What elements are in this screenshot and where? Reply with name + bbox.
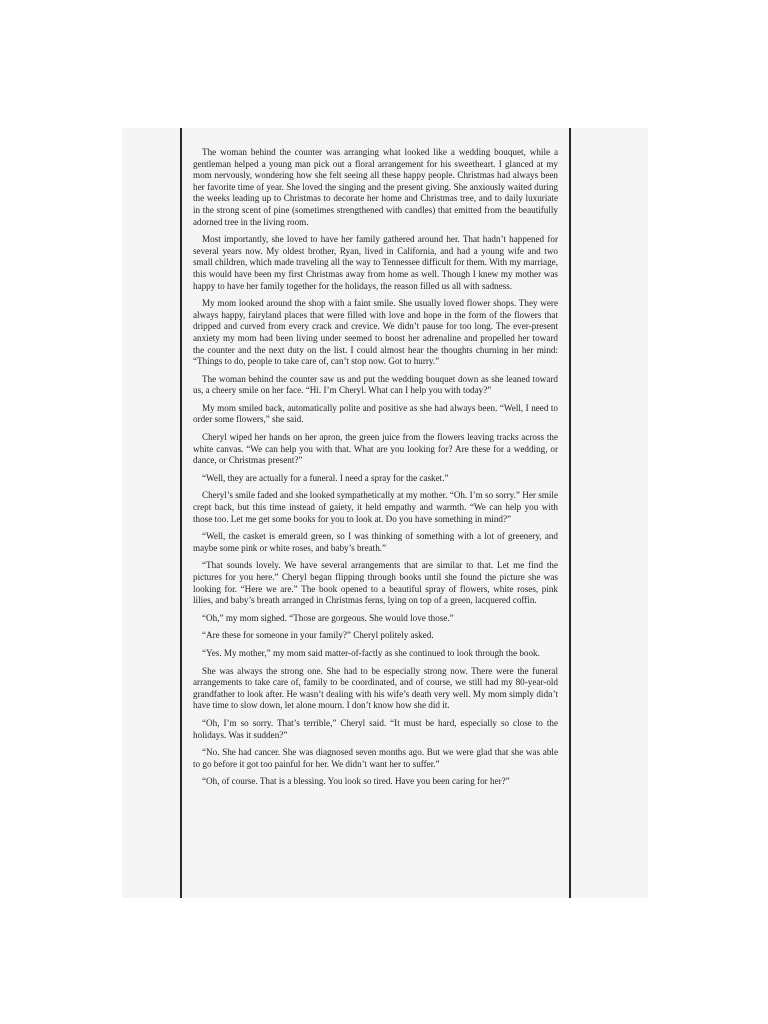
paragraph: She was always the strong one. She had to be especially strong now. There were the funeral arrangements to take care of, family to be coordinated, and of course, we still had my 80-year-old grandfather to look after. He wasn’t dealing with his wife’s death very well. My mom simply didn’t have time to slow down, let alone mourn. I don’t know how she did it. bbox=[193, 665, 558, 711]
paragraph: “Well, they are actually for a funeral. I need a spray for the casket.” bbox=[202, 472, 449, 483]
paragraph: “Oh, of course. That is a blessing. You look so tired. Have you been caring for her?” bbox=[202, 776, 510, 787]
paragraph: My mom smiled back, automatically polite and positive as she had always been. “Well, I need to order some flowers,” she said. bbox=[193, 402, 558, 425]
paragraph: “Yes. My mother,” my mom said matter-of-factly as she continued to look through the book. bbox=[202, 647, 540, 658]
paragraph: The woman behind the counter saw us and put the wedding bouquet down as she leaned toward us, a cheery smile on her face. “Hi. I’m Cheryl. What can I help you with today?” bbox=[193, 373, 558, 396]
paragraph: “Oh,” my mom sighed. “Those are gorgeous. She would love those.” bbox=[202, 612, 454, 623]
paragraph: “Oh, I’m so sorry. That’s terrible,” Cheryl said. “It must be hard, especially so close to the holidays. Was it sudden?” bbox=[193, 717, 558, 740]
paragraph: Cheryl wiped her hands on her apron, the green juice from the flowers leaving tracks across the white canvas. “We can help you with that. What are you looking for? Are these for a wedding, or dance, or Christmas present?” bbox=[193, 432, 558, 466]
paragraph: My mom looked around the shop with a faint smile. She usually loved flower shops. They were always happy, fairyland places that were filled with love and hope in the form of the flowers that dripped and curved from every crack and crevice. We didn’t pause for too long. The ever-present anxiety my mom had been living under seemed to boost her adrenaline and propelled her toward the counter and the next duty on the list. I could almost hear the thoughts churning in her mind: “Things to do, people to take care of, can’t stop now. Got to hurry.” bbox=[193, 298, 558, 367]
paragraph: “Are these for someone in your family?” Cheryl politely asked. bbox=[202, 630, 434, 641]
paragraph: “Well, the casket is emerald green, so I was thinking of something with a lot of greenery, and maybe some pink or white roses, and baby’s breath.” bbox=[193, 531, 558, 553]
paragraph: The woman behind the counter was arranging what looked like a wedding bouquet, while a gentleman helped a young man pick out a floral arrangement for his sweetheart. I glanced at my mom nervously, wondering how she felt seeing all these happy people. Christmas had always been her favorite time of year. She loved the singing and the present giving. She anxiously waited during the weeks leading up to Christmas to decorate her home and Christmas tree, and to daily luxuriate in the strong scent of pine (sometimes strengthened with candles) that emitted from the beautifully adorned tree in the living room. bbox=[193, 147, 558, 227]
paragraph: “That sounds lovely. We have several arrangements that are similar to that. Let me find the pictures for you here.” Cheryl began flipping through books until she found the picture she was looking for. “Here we are.” The book opened to a beautiful spray of flowers, white roses, pink lilies, and baby’s breath arranged in Christmas ferns, lying on top of a green, lacquered coffin. bbox=[193, 560, 558, 606]
paragraph: Most importantly, she loved to have her family gathered around her. That hadn’t happened for several years now. My oldest brother, Ryan, lived in California, and had a young wife and two small children, which made traveling all the way to Tennessee difficult for them. With my marriage, this would have been my first Christmas away from home as well. Though I knew my mother was happy to have her family together for the holidays, the reason filled us all with sadness. bbox=[193, 234, 558, 291]
right-page-border bbox=[569, 128, 571, 898]
left-page-border bbox=[180, 128, 182, 898]
body-text bbox=[193, 147, 558, 794]
paragraph: Cheryl’s smile faded and she looked sympathetically at my mother. “Oh. I’m so sorry.” Her smile crept back, but this time instead of gaiety, it held empathy and warmth. “We can help you with those too. Let me get some books for you to look at. Do you have something in mind?” bbox=[193, 490, 558, 524]
paragraph: “No. She had cancer. She was diagnosed seven months ago. But we were glad that she was able to go before it got too painful for her. We didn’t want her to suffer.” bbox=[193, 747, 558, 769]
